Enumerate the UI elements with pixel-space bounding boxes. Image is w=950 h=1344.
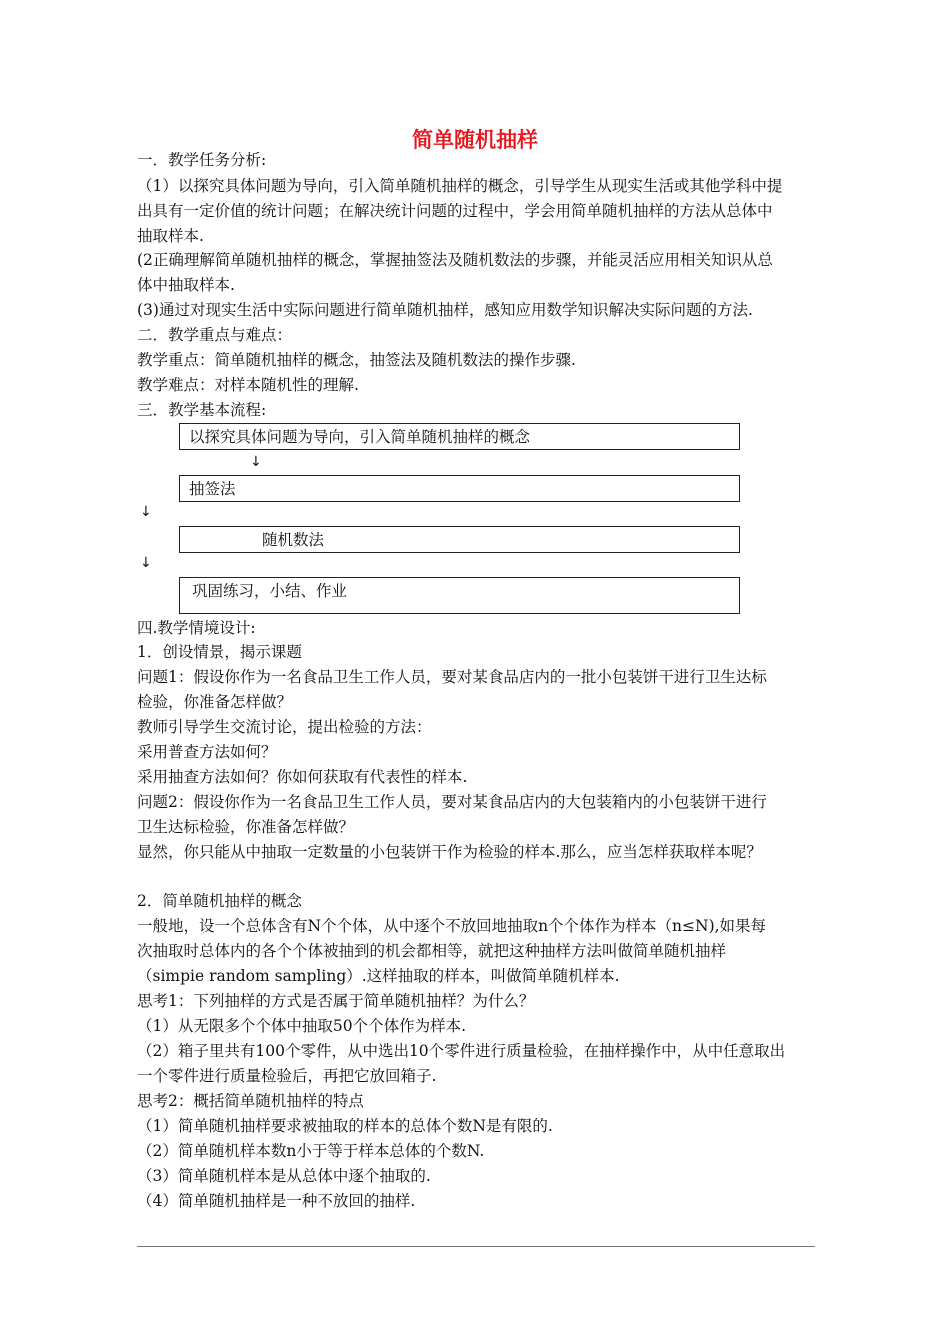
paragraph-line: 体中抽取样本. [137,276,235,294]
paragraph-line: 检验，你准备怎样做？ [137,693,293,711]
paragraph-line: （1）以探究具体问题为导向，引入简单随机抽样的概念，引导学生从现实生活或其他学科中提 [137,177,783,195]
flow-step-1: 以探究具体问题为导向，引入简单随机抽样的概念 [179,423,740,450]
difficulty-point: 教学难点：对样本随机性的理解. [137,376,359,394]
section-heading-3: 三．教学基本流程: [137,401,267,419]
list-item: 一个零件进行质量检验后，再把它放回箱子. [137,1067,437,1085]
paragraph-line: 次抽取时总体内的各个个体被抽到的机会都相等，就把这种抽样方法叫做简单随机抽样 [137,942,727,960]
paragraph-line: 卫生达标检验，你准备怎样做？ [137,818,355,836]
paragraph-line: （simpie random sampling）.这样抽取的样本，叫做简单随机样本. [137,967,620,985]
list-item: （3）简单随机样本是从总体中逐个抽取的. [137,1167,431,1185]
flow-step-2: 抽签法 [179,475,740,502]
list-item: （4）简单随机抽样是一种不放回的抽样. [137,1192,416,1210]
flow-step-3: 随机数法 [179,526,740,553]
paragraph-line: 问题2：假设你作为一名食品卫生工作人员，要对某食品店内的大包装箱内的小包装饼干进行 [137,793,767,811]
flow-arrow-icon: ↓ [140,555,152,571]
paragraph-line: 教师引导学生交流讨论，提出检验的方法： [137,718,432,736]
list-item: （2）箱子里共有100个零件，从中选出10个零件进行质量检验，在抽样操作中，从中任意取出 [137,1042,786,1060]
footer-divider [137,1246,815,1247]
paragraph-line: 显然，你只能从中抽取一定数量的小包装饼干作为检验的样本.那么，应当怎样获取样本呢？ [137,843,762,861]
paragraph-line: 一般地，设一个总体含有N个个体，从中逐个不放回地抽取n个个体作为样本（n≤N),如果每 [137,917,767,935]
paragraph-line: 思考1：下列抽样的方式是否属于简单随机抽样？为什么？ [137,992,535,1010]
subsection-heading: 1．创设情景，揭示课题 [137,643,302,661]
flow-step-4: 巩固练习，小结、作业 [179,577,740,614]
flow-arrow-icon: ↓ [140,504,152,520]
paragraph-line: 抽取样本. [137,227,204,245]
section-heading-1: 一．教学任务分析: [137,151,267,169]
page-title: 简单随机抽样 [412,128,538,152]
key-point: 教学重点：简单随机抽样的概念，抽签法及随机数法的操作步骤. [137,351,576,369]
section-heading-4: 四.教学情境设计: [137,619,256,637]
flow-arrow-icon: ↓ [250,454,262,470]
paragraph-line: 采用抽查方法如何？你如何获取有代表性的样本. [137,768,468,786]
list-item: （2）简单随机样本数n小于等于样本总体的个数N. [137,1142,485,1160]
list-item: （1）从无限多个个体中抽取50个个体作为样本. [137,1017,467,1035]
paragraph-line: 出具有一定价值的统计问题；在解决统计问题的过程中，学会用简单随机抽样的方法从总体中 [137,202,773,220]
paragraph-line: 思考2：概括简单随机抽样的特点 [137,1092,364,1110]
subsection-heading: 2．简单随机抽样的概念 [137,892,302,910]
paragraph-line: (3)通过对现实生活中实际问题进行简单随机抽样，感知应用数学知识解决实际问题的方法. [137,301,753,319]
paragraph-line: 问题1：假设你作为一名食品卫生工作人员，要对某食品店内的一批小包装饼干进行卫生达标 [137,668,767,686]
section-heading-2: 二．教学重点与难点： [137,326,293,344]
list-item: （1）简单随机抽样要求被抽取的样本的总体个数N是有限的. [137,1117,553,1135]
paragraph-line: 采用普查方法如何？ [137,743,277,761]
paragraph-line: (2正确理解简单随机抽样的概念，掌握抽签法及随机数法的步骤，并能灵活应用相关知识从总 [137,251,773,269]
